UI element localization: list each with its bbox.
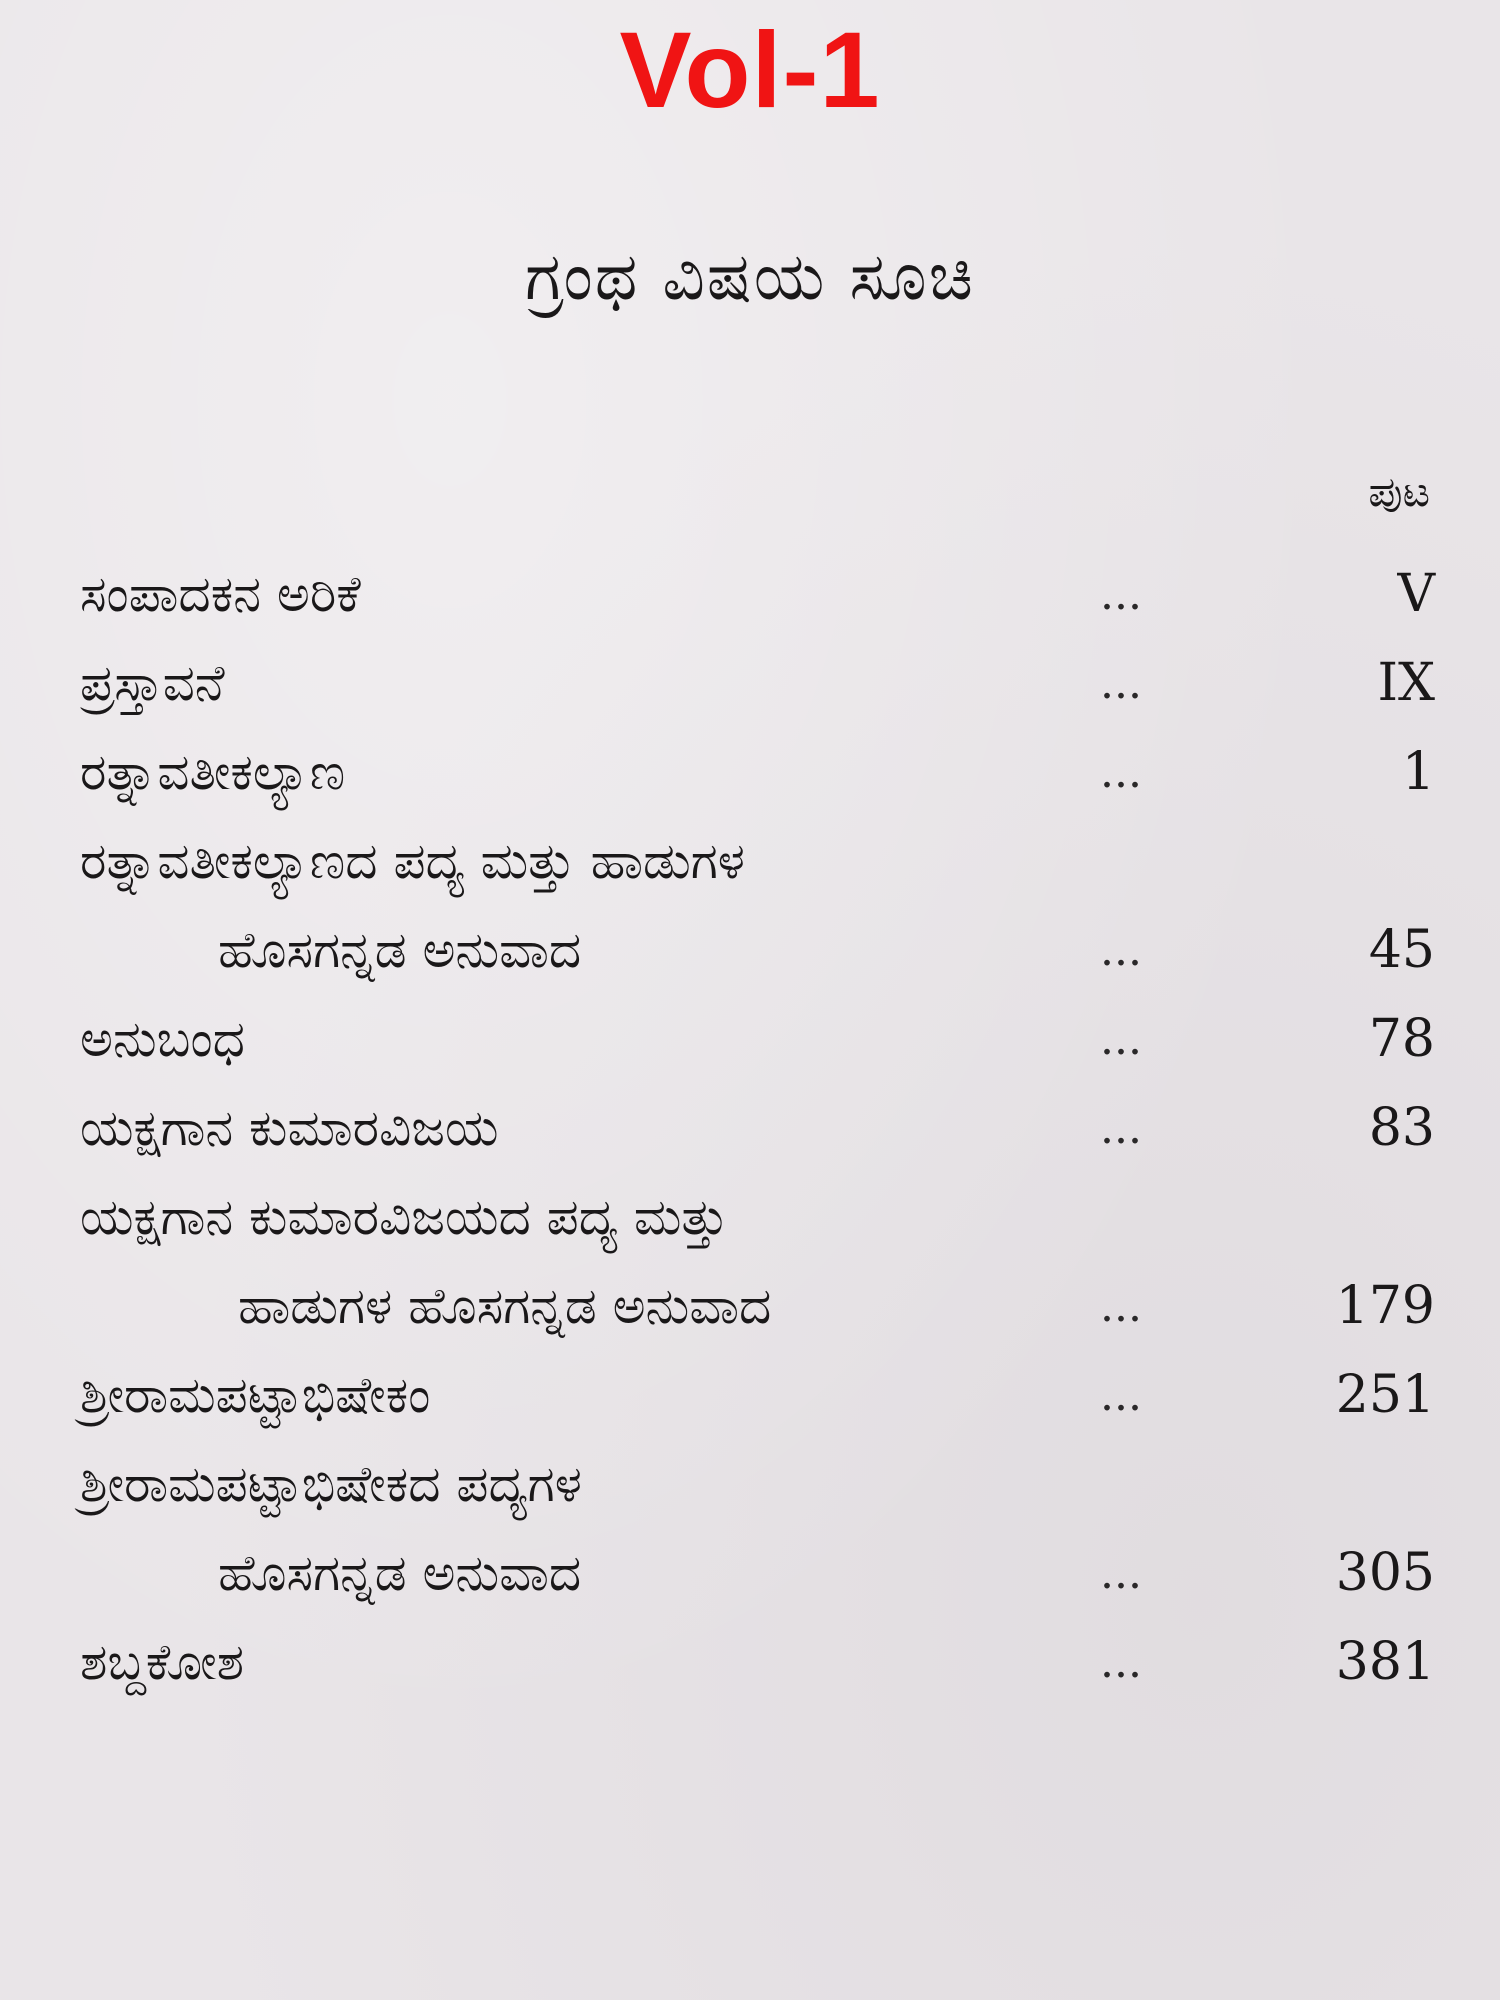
- toc-page-number: 45: [1368, 920, 1435, 980]
- toc-page-number: V: [1397, 564, 1435, 624]
- toc-entry-title: ಸಂಪಾದಕನ ಅರಿಕೆ: [80, 565, 361, 623]
- toc-entry: [80, 550, 1435, 639]
- toc-page-number: 78: [1368, 1009, 1435, 1069]
- toc-leader-dots: ...: [1100, 925, 1142, 976]
- toc-entry-title: ಯಕ್ಷಗಾನ ಕುಮಾರವಿಜಯದ ಪದ್ಯ ಮತ್ತು: [80, 1188, 729, 1246]
- page-column-label: ಪುಟ: [1368, 467, 1430, 516]
- toc-page-number: 179: [1335, 1276, 1435, 1336]
- toc-leader-dots: ...: [1100, 1281, 1142, 1332]
- toc-leader-dots: ...: [1100, 747, 1142, 798]
- volume-label: Vol-1: [619, 9, 881, 130]
- toc-leader-dots: ...: [1100, 569, 1142, 620]
- toc-entry: [80, 1351, 1435, 1440]
- toc-leader-dots: ...: [1100, 658, 1142, 709]
- toc-entry: [80, 1618, 1435, 1707]
- toc-entry-title: ಯಕ್ಷಗಾನ ಕುಮಾರವಿಜಯ: [80, 1099, 499, 1157]
- toc-entry: [80, 1440, 1435, 1618]
- toc-page-number: 251: [1335, 1365, 1435, 1425]
- toc-page-number: 305: [1335, 1543, 1435, 1603]
- toc-entry: [80, 1084, 1435, 1173]
- toc-page-number: 83: [1368, 1098, 1435, 1158]
- toc-entry: [80, 728, 1435, 817]
- toc-entry-title: ರತ್ನಾವತೀಕಲ್ಯಾಣದ ಪದ್ಯ ಮತ್ತು ಹಾಡುಗಳ: [80, 832, 745, 890]
- toc-entry-title-continuation: ಹೊಸಗನ್ನಡ ಅನುವಾದ: [218, 921, 582, 979]
- toc-entry-title: ಅನುಬಂಧ: [80, 1010, 245, 1068]
- toc-leader-dots: ...: [1100, 1548, 1142, 1599]
- toc-page-number: IX: [1377, 653, 1435, 713]
- toc-entry-title: ಶ್ರೀರಾಮಪಟ್ಟಾಭಿಷೇಕದ ಪದ್ಯಗಳ: [80, 1455, 582, 1513]
- toc-entry: [80, 995, 1435, 1084]
- toc-entry-title-continuation: ಹೊಸಗನ್ನಡ ಅನುವಾದ: [218, 1544, 582, 1602]
- toc-entry-title: ಪ್ರಸ್ತಾವನೆ: [80, 654, 225, 712]
- toc-entry-title: ರತ್ನಾವತೀಕಲ್ಯಾಣ: [80, 743, 346, 801]
- toc-entry-title-continuation: ಹಾಡುಗಳ ಹೊಸಗನ್ನಡ ಅನುವಾದ: [238, 1277, 772, 1335]
- toc-entry: [80, 1173, 1435, 1351]
- toc-entry-title: ಶ್ರೀರಾಮಪಟ್ಟಾಭಿಷೇಕಂ: [80, 1366, 431, 1424]
- table-of-contents: [80, 550, 1435, 1707]
- toc-entry-title: ಶಬ್ದಕೋಶ: [80, 1633, 244, 1691]
- toc-page-number: 381: [1335, 1632, 1435, 1692]
- toc-entry: [80, 639, 1435, 728]
- toc-entry: [80, 817, 1435, 995]
- toc-page-number: 1: [1401, 742, 1435, 802]
- toc-leader-dots: ...: [1100, 1103, 1142, 1154]
- toc-leader-dots: ...: [1100, 1014, 1142, 1065]
- toc-leader-dots: ...: [1100, 1637, 1142, 1688]
- page-title: ಗ್ರಂಥ ವಿಷಯ ಸೂಚಿ: [525, 238, 975, 315]
- toc-leader-dots: ...: [1100, 1370, 1142, 1421]
